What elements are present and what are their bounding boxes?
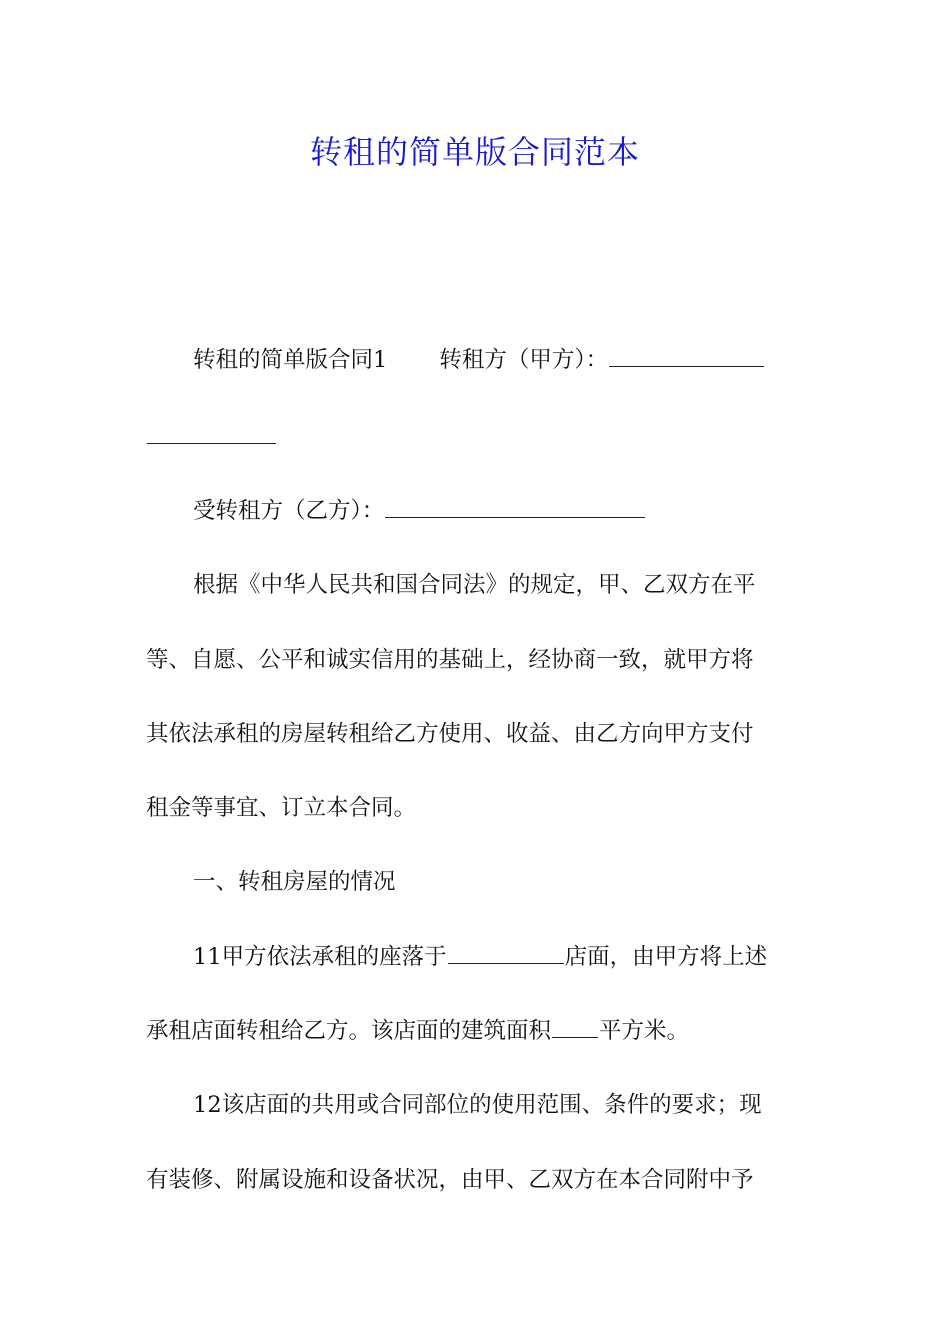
section-heading: 一、转租房屋的情况 [193,869,396,895]
paragraph-line: 等、自愿、公平和诚实信用的基础上，经协商一致，就甲方将 [146,647,754,673]
party-b-label: 受转租方（乙方）： [193,498,385,524]
clause-12-line-2: 有装修、附属设施和设备状况，由甲、乙双方在本合同附中予 [146,1167,754,1193]
location-blank [448,943,564,964]
party-a-blank-continued [147,423,276,444]
clause-11-line-2 [146,1016,806,1046]
party-b-line [193,496,853,526]
party-b-blank [385,497,645,518]
paragraph-line: 根据《中华人民共和国合同法》的规定，甲、乙双方在平 [193,572,756,598]
contract-heading-line [193,345,853,375]
paragraph-line: 租金等事宜、订立本合同。 [146,795,417,821]
paragraph-line: 其依法承租的房屋转租给乙方使用、收益、由乙方向甲方支付 [146,721,754,747]
clause-11-text-d: 平方米。 [599,1018,690,1044]
document-title: 转租的简单版合同范本 [309,133,640,171]
party-a-label: 转租方（甲方）： [439,347,609,373]
clause-11-text-c: 承租店面转租给乙方。该店面的建筑面积 [146,1018,552,1044]
area-blank [552,1017,598,1038]
clause-11-text-a: 11甲方依法承租的座落于 [193,944,447,970]
party-a-blank-continued-line [146,422,806,452]
clause-11-line-1 [193,942,853,972]
party-a-blank [609,346,764,367]
clause-12-line-1: 12该店面的共用或合同部位的使用范围、条件的要求；现 [193,1092,762,1118]
contract-heading: 转租的简单版合同1 [193,347,388,373]
clause-11-text-b: 店面，由甲方将上述 [564,944,768,970]
